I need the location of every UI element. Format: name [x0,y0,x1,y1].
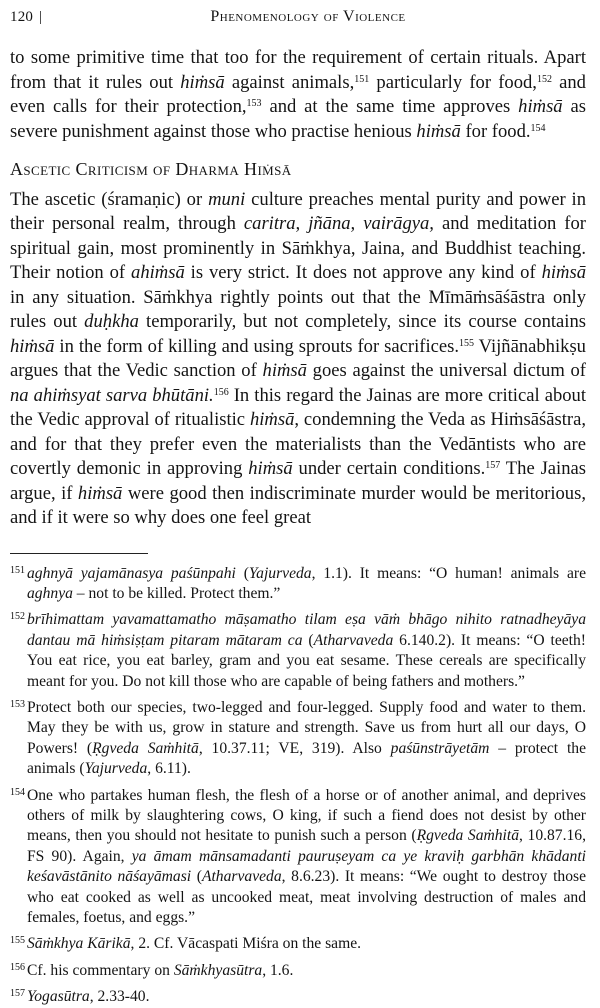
italic-term: brīhimattam yavamattamatho māṣamatho tilam eṣa vāṁ bhāgo nihito ratnadheyāya dantau mā hiṁsiṣṭam pitaram mātaram ca [27,611,586,649]
footnote [10,698,586,780]
footnote [10,987,586,1007]
text-run: were good then indiscriminate murder would be meritorious, and if it were so why does one feel great [10,482,586,528]
footnote-text [27,611,586,689]
italic-term: aghnyā yajamānasya paśūnpahi [27,564,236,582]
italic-term: duḥkha [84,311,139,332]
italic-term: Yogasūtra [27,988,90,1006]
text-run: , 2.33-40. [89,988,150,1006]
footnote-number: 155 [10,935,25,947]
running-title: Phenomenology of Violence [210,8,406,25]
text-run: 6.140.2). It means: “O teeth! You eat rice, you eat barley, gram and you eat sesame. These cereals are specifically meant for you. Do not kill those who are capable of being fathers and mothers.” [27,631,586,690]
text-run: Cf. his commentary on [27,961,174,979]
italic-term: hiṁsā [10,335,55,357]
text-run: , 1.1). It means: “O human! animals are [311,564,587,582]
footnote [10,961,586,981]
text-run: – not to be killed. Protect them.” [72,584,281,602]
text-run: and even calls for their protection, [10,71,586,117]
paragraph-1 [10,46,586,144]
footnote-reference: 154 [530,122,546,134]
footnote-reference: 155 [459,337,474,349]
text-run: , 1.6. [262,961,294,979]
italic-term: ya āmam mānsamadanti pauruṣeyam ca ye kraviḥ garbhān khādanti keśavāstānito nāśayāmasi [27,847,586,886]
footnote-reference: 157 [485,460,501,471]
footnote-reference: 152 [536,73,552,85]
italic-term: paśūnstrāyetām [390,739,490,757]
paragraph-2 [10,188,586,531]
footnote [10,786,586,929]
footnote-number: 152 [10,611,25,623]
footnote-number: 154 [10,786,25,798]
text-run: ( [191,868,202,886]
text-run: to some primitive time that too for the requirement of certain rituals. Apart from that it rules out [10,47,586,93]
footnote-rule [10,553,148,554]
page-number: 120 [10,9,34,25]
footnote-text [27,935,361,952]
text-run: , 8.6.23). It means: “We ought to destroy those who eat cooked as well as uncooked meat, meat involving destruction of males and females, foetus, and eggs.” [27,868,587,926]
text-run: under certain conditions. [292,458,486,479]
italic-term: Yajurveda [248,564,312,582]
footnote-text [27,988,149,1005]
italic-term: Sāṁkhya Kārikā [27,935,131,953]
header-divider: | [39,9,43,25]
italic-term: hiṁsā [180,71,225,93]
footnote-reference: 151 [354,73,370,85]
page-header [10,8,586,32]
footnote-text [27,565,586,602]
footnote-reference: 153 [246,98,262,109]
italic-term: hiṁsā [249,409,295,430]
text-run: Vijñānabhikṣu argues that the Vedic sanction of [10,335,586,381]
text-run: against animals, [224,71,355,93]
text-run: In this regard the Jainas are more critical about the Vedic approval of ritualistic [10,384,586,430]
text-run: in any situation. Sāṁkhya rightly points out that the Mīmāṁsāśāstra only rules out [10,286,586,332]
italic-term: Ṛgveda Saṁhitā [92,739,199,757]
text-run: culture preaches mental purity and power in their personal realm, through [10,188,586,234]
footnote-text [27,699,586,777]
italic-term: hiṁsā [248,458,293,479]
text-run: The Jainas argue, if [10,458,587,504]
italic-term: hiṁsā [416,120,461,142]
footnote [10,934,586,954]
text-run: , 10.87.16, FS 90). Again, [27,827,586,865]
footnote-number: 157 [10,988,25,1000]
text-run: goes against the universal dictum of [306,360,586,381]
italic-term: hiṁsā [262,360,307,381]
text-run: , 2. Cf. Vācaspati Miśra on the same. [130,935,362,953]
italic-term: aghnya [27,584,73,602]
italic-term: Atharvaveda [201,868,282,886]
text-run: One who partakes human flesh, the flesh of a horse or of another animal, and deprives others of milk by slaughtering cows, O king, if such a fiend does not desist by other means, then you should not hesitate to punish such a person ( [27,786,586,845]
text-run: ( [235,564,249,582]
text-run: as severe punishment against those who practise henious [10,96,586,142]
italic-term: muni [208,188,246,210]
italic-term: Ṛgveda Saṁhitā [416,827,520,845]
text-run: , 6.11). [147,760,191,778]
footnote-text [27,787,586,926]
footnote-reference: 156 [213,386,229,398]
italic-term: hiṁsā [77,482,123,504]
italic-term: hiṁsā [541,262,586,283]
footnote-number: 156 [10,961,25,973]
section-heading: Ascetic Criticism of Dharma Hiṁsā [10,159,292,179]
text-run: Protect both our species, two-legged and four-legged. Supply food and water to them. May they be with us, grow in stature and strength. Save us from hurt all our days, O Powers! ( [27,698,586,757]
italic-term: caritra, jñāna, vairāgya, [243,213,434,234]
text-run: , condemning the Veda as Hiṁsāśāstra, and for that they prefer even the materialists than the Vedāntists who are covertly demonic in approving [10,409,586,479]
italic-term: Sāṁkhyasūtra [173,961,263,979]
italic-term: Atharvaveda [313,631,394,649]
footnote-number: 153 [10,698,25,710]
text-run: in the form of killing and using sprouts for sacrifices. [54,335,459,357]
main-text [10,46,586,531]
text-run: and at the same time approves [261,96,519,117]
footnote [10,564,586,605]
italic-term: hiṁsā [518,96,563,117]
italic-term: Yajurveda [84,760,148,778]
footnote [10,610,586,692]
text-run: The ascetic (śramaṇic) or [10,188,209,210]
text-run: , 10.37.11; VE, 319). Also [198,739,391,757]
footnote-number: 151 [10,564,25,576]
text-run: for food. [460,120,531,142]
text-run: temporarily, but not completely, since its course contains [138,311,586,332]
text-run: – protect the animals ( [27,739,586,778]
text-run: ( [302,631,314,649]
italic-term: na ahiṁsyat sarva bhūtāni. [10,384,214,406]
footnotes [10,564,586,1008]
text-run: particularly for food, [369,71,537,93]
text-run: is very strict. It does not approve any kind of [184,262,542,283]
italic-term: ahiṁsā [131,262,185,283]
text-run: and meditation for spiritual gain, most prominently in Sāṁkhya, Jaina, and Buddhist teaching. Their notion of [10,213,586,283]
footnote-text [27,962,293,979]
